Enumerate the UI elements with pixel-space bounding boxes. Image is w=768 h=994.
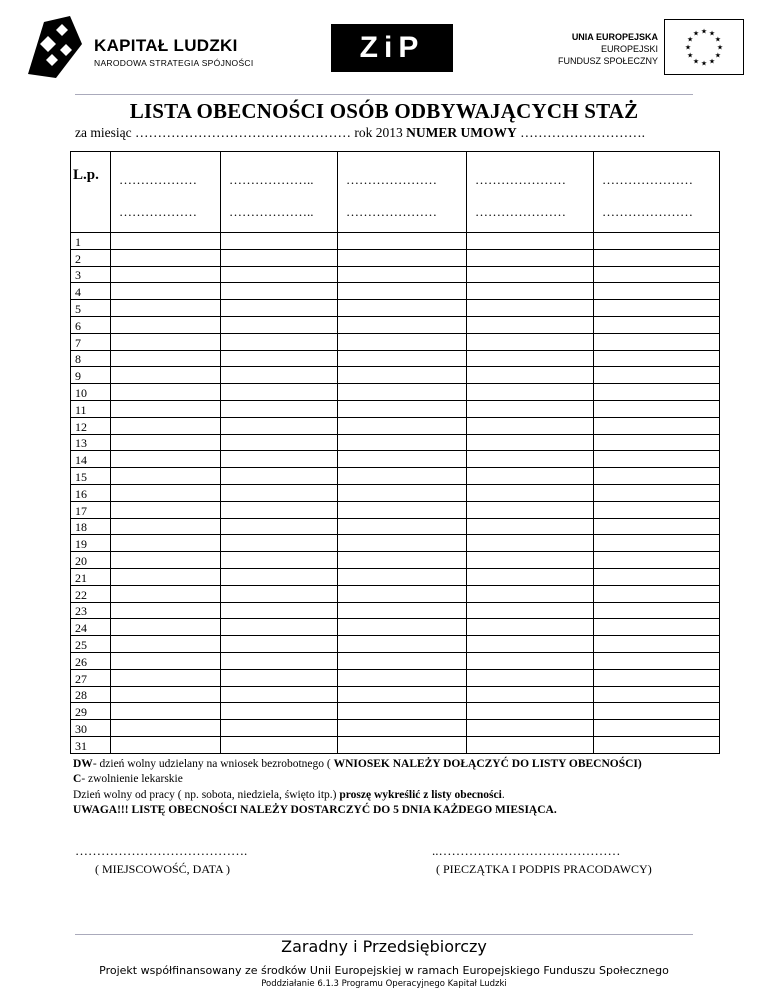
- person-name-dots: ………………..: [229, 204, 314, 219]
- attendance-cell[interactable]: [111, 686, 221, 703]
- table-row: [71, 703, 720, 720]
- attendance-cell[interactable]: [467, 686, 594, 703]
- attendance-cell[interactable]: [467, 703, 594, 720]
- attendance-cell[interactable]: [594, 400, 720, 417]
- attendance-cell[interactable]: [467, 400, 594, 417]
- row-number: 24: [71, 619, 111, 636]
- table-row: [71, 652, 720, 669]
- table-row: [71, 384, 720, 401]
- attendance-cell[interactable]: [467, 518, 594, 535]
- attendance-cell[interactable]: [221, 568, 338, 585]
- attendance-cell[interactable]: [221, 249, 338, 266]
- attendance-cell[interactable]: [467, 535, 594, 552]
- table-row: [71, 316, 720, 333]
- person-name-dots: …………………: [602, 204, 693, 219]
- attendance-cell[interactable]: [111, 501, 221, 518]
- attendance-cell[interactable]: [594, 233, 720, 250]
- attendance-cell[interactable]: [111, 703, 221, 720]
- lp-header: L.p.: [73, 167, 99, 183]
- person-name-dots: …………………: [346, 172, 437, 187]
- attendance-cell[interactable]: [338, 233, 467, 250]
- attendance-cell[interactable]: [111, 568, 221, 585]
- legend-c: [73, 772, 642, 787]
- attendance-cell[interactable]: [111, 233, 221, 250]
- row-number: 5: [71, 300, 111, 317]
- attendance-cell[interactable]: [467, 300, 594, 317]
- person-name-cell[interactable]: [338, 152, 467, 233]
- row-number: 27: [71, 669, 111, 686]
- attendance-cell[interactable]: [467, 451, 594, 468]
- attendance-cell[interactable]: [338, 535, 467, 552]
- attendance-cell[interactable]: [221, 535, 338, 552]
- attendance-cell[interactable]: [467, 384, 594, 401]
- kapital-ludzki-title: KAPITAŁ LUDZKI: [94, 36, 238, 55]
- row-number: 25: [71, 636, 111, 653]
- attendance-cell[interactable]: [594, 350, 720, 367]
- person-name-blank: [221, 152, 337, 228]
- attendance-cell[interactable]: [467, 266, 594, 283]
- attendance-cell[interactable]: [594, 720, 720, 737]
- attendance-cell[interactable]: [111, 316, 221, 333]
- table-row: [71, 417, 720, 434]
- attendance-cell[interactable]: [338, 652, 467, 669]
- row-number: 28: [71, 686, 111, 703]
- legend-dw-bold: WNIOSEK NALEŻY DOŁĄCZYĆ DO LISTY OBECNOŚCI): [333, 758, 642, 770]
- attendance-cell[interactable]: [594, 669, 720, 686]
- row-number: 20: [71, 552, 111, 569]
- table-row: [71, 585, 720, 602]
- footer-cofinancing: Projekt współfinansowany ze środków Unii Europejskiej w ramach Europejskiego Funduszu Społecznego: [99, 964, 669, 977]
- attendance-cell[interactable]: [111, 669, 221, 686]
- person-name-dots: ………………..: [229, 172, 314, 187]
- attendance-cell[interactable]: [221, 652, 338, 669]
- attendance-cell[interactable]: [111, 249, 221, 266]
- attendance-cell[interactable]: [221, 736, 338, 753]
- attendance-cell[interactable]: [338, 333, 467, 350]
- legend-dw: [73, 757, 642, 772]
- attendance-cell[interactable]: [338, 350, 467, 367]
- attendance-cell[interactable]: [338, 451, 467, 468]
- person-name-dots: …………………: [475, 172, 566, 187]
- attendance-cell[interactable]: [338, 417, 467, 434]
- person-name-dots: ………………: [119, 172, 197, 187]
- attendance-cell[interactable]: [338, 720, 467, 737]
- attendance-cell[interactable]: [221, 552, 338, 569]
- person-name-cell[interactable]: [221, 152, 338, 233]
- person-name-blank: [594, 152, 719, 228]
- attendance-cell[interactable]: [111, 434, 221, 451]
- month-label: za miesiąc: [75, 125, 132, 140]
- attendance-cell[interactable]: [338, 316, 467, 333]
- attendance-cell[interactable]: [467, 652, 594, 669]
- page-title: LISTA OBECNOŚCI OSÓB ODBYWAJĄCYCH STAŻ: [129, 99, 639, 123]
- attendance-cell[interactable]: [221, 266, 338, 283]
- row-number: 3: [71, 266, 111, 283]
- attendance-cell[interactable]: [338, 736, 467, 753]
- place-date-label: ( MIEJSCOWOŚĆ, DATA ): [95, 862, 231, 876]
- footer-subaction: Poddziałanie 6.1.3 Programu Operacyjnego Kapitał Ludzki: [261, 979, 507, 989]
- attendance-cell[interactable]: [338, 619, 467, 636]
- attendance-cell[interactable]: [467, 585, 594, 602]
- attendance-cell[interactable]: [338, 703, 467, 720]
- person-name-blank: [338, 152, 466, 228]
- eu-line2: EUROPEJSKI: [600, 44, 658, 54]
- attendance-cell[interactable]: [111, 585, 221, 602]
- attendance-cell[interactable]: [221, 669, 338, 686]
- legend-off-bold: proszę wykreślić z listy obecności: [339, 788, 502, 801]
- legend-dw-code: DW: [73, 758, 93, 770]
- person-name-dots: ………………: [119, 204, 197, 219]
- attendance-cell[interactable]: [467, 636, 594, 653]
- attendance-cell[interactable]: [594, 333, 720, 350]
- eu-star-icon: ★: [714, 35, 721, 44]
- row-number: 1: [71, 233, 111, 250]
- attendance-cell[interactable]: [594, 434, 720, 451]
- attendance-cell[interactable]: [467, 568, 594, 585]
- table-row: [71, 350, 720, 367]
- attendance-cell[interactable]: [594, 501, 720, 518]
- eu-star-icon: ★: [687, 51, 694, 60]
- attendance-cell[interactable]: [221, 703, 338, 720]
- attendance-cell[interactable]: [221, 501, 338, 518]
- person-name-cell[interactable]: [111, 152, 221, 233]
- kapital-ludzki-subtitle: NARODOWA STRATEGIA SPÓJNOŚCI: [94, 58, 254, 68]
- eu-flag-icon: [664, 19, 744, 75]
- table-row: [71, 451, 720, 468]
- eu-star-icon: ★: [716, 43, 724, 52]
- attendance-cell[interactable]: [594, 484, 720, 501]
- attendance-cell[interactable]: [338, 384, 467, 401]
- attendance-cell[interactable]: [338, 568, 467, 585]
- attendance-cell[interactable]: [111, 484, 221, 501]
- attendance-cell[interactable]: [338, 468, 467, 485]
- footer-divider: [75, 934, 693, 935]
- attendance-cell[interactable]: [594, 249, 720, 266]
- legend-warning-text: UWAGA!!! LISTĘ OBECNOŚCI NALEŻY DOSTARCZYĆ DO 5 DNIA KAŻDEGO MIESIĄCA.: [73, 804, 557, 817]
- table-row: [71, 568, 720, 585]
- row-number: 7: [71, 333, 111, 350]
- attendance-table: [70, 151, 720, 754]
- table-row: [71, 484, 720, 501]
- person-name-dots: …………………: [602, 172, 693, 187]
- row-number: 2: [71, 249, 111, 266]
- table-row: [71, 468, 720, 485]
- row-number: 13: [71, 434, 111, 451]
- place-date-field[interactable]: ………………………………….: [75, 843, 248, 858]
- employer-signature-field[interactable]: ..……………………………………: [432, 843, 621, 858]
- table-row: [71, 283, 720, 300]
- attendance-cell[interactable]: [467, 233, 594, 250]
- legend-warning: [73, 803, 642, 818]
- row-number: 22: [71, 585, 111, 602]
- attendance-cell[interactable]: [221, 518, 338, 535]
- row-number: 18: [71, 518, 111, 535]
- attendance-cell[interactable]: [338, 283, 467, 300]
- table-row: [71, 501, 720, 518]
- attendance-cell[interactable]: [221, 451, 338, 468]
- legend-dw-text: - dzień wolny udzielany na wniosek bezrobotnego (: [92, 758, 334, 770]
- eu-logo: [536, 15, 744, 77]
- row-number: 29: [71, 703, 111, 720]
- table-row: [71, 249, 720, 266]
- attendance-cell[interactable]: [594, 266, 720, 283]
- attendance-cell[interactable]: [594, 384, 720, 401]
- table-row: [71, 300, 720, 317]
- table-row: [71, 720, 720, 737]
- zip-logo: ZiP: [331, 24, 453, 72]
- attendance-cell[interactable]: [221, 350, 338, 367]
- attendance-cell[interactable]: [221, 686, 338, 703]
- attendance-cell[interactable]: [221, 316, 338, 333]
- attendance-cell[interactable]: [594, 417, 720, 434]
- table-row: [71, 518, 720, 535]
- attendance-cell[interactable]: [338, 518, 467, 535]
- attendance-cell[interactable]: [111, 266, 221, 283]
- attendance-cell[interactable]: [111, 736, 221, 753]
- header-divider: [75, 94, 693, 95]
- attendance-cell[interactable]: [221, 636, 338, 653]
- row-number: 16: [71, 484, 111, 501]
- attendance-cell[interactable]: [594, 703, 720, 720]
- attendance-cell[interactable]: [594, 736, 720, 753]
- row-number: 9: [71, 367, 111, 384]
- attendance-cell[interactable]: [221, 468, 338, 485]
- eu-text: [558, 31, 658, 67]
- month-blank: …………………………………………: [134, 125, 351, 140]
- table-header-row: [71, 152, 720, 233]
- attendance-cell[interactable]: [467, 316, 594, 333]
- table-row: [71, 333, 720, 350]
- attendance-cell[interactable]: [338, 266, 467, 283]
- person-name-cell[interactable]: [467, 152, 594, 233]
- attendance-cell[interactable]: [111, 451, 221, 468]
- attendance-cell[interactable]: [467, 501, 594, 518]
- legend-off: [73, 788, 642, 803]
- attendance-cell[interactable]: [338, 602, 467, 619]
- table-row: [71, 619, 720, 636]
- attendance-cell[interactable]: [338, 367, 467, 384]
- attendance-cell[interactable]: [221, 367, 338, 384]
- attendance-cell[interactable]: [594, 451, 720, 468]
- row-number: 14: [71, 451, 111, 468]
- eu-star-icon: ★: [692, 29, 700, 38]
- row-number: 11: [71, 400, 111, 417]
- person-name-blank: [467, 152, 593, 228]
- contract-blank: ……………………….: [520, 125, 645, 140]
- attendance-cell[interactable]: [221, 602, 338, 619]
- attendance-cell[interactable]: [594, 602, 720, 619]
- eu-star-icon: ★: [708, 29, 716, 38]
- attendance-cell[interactable]: [467, 333, 594, 350]
- attendance-cell[interactable]: [111, 652, 221, 669]
- attendance-cell[interactable]: [467, 468, 594, 485]
- table-row: [71, 367, 720, 384]
- eu-star-icon: ★: [700, 27, 708, 36]
- attendance-cell[interactable]: [594, 283, 720, 300]
- attendance-cell[interactable]: [111, 384, 221, 401]
- attendance-cell[interactable]: [338, 552, 467, 569]
- attendance-cell[interactable]: [338, 434, 467, 451]
- attendance-cell[interactable]: [338, 669, 467, 686]
- attendance-cell[interactable]: [111, 535, 221, 552]
- attendance-cell[interactable]: [338, 400, 467, 417]
- attendance-cell[interactable]: [221, 233, 338, 250]
- attendance-cell[interactable]: [467, 283, 594, 300]
- attendance-cell[interactable]: [594, 300, 720, 317]
- attendance-cell[interactable]: [221, 300, 338, 317]
- attendance-cell[interactable]: [221, 585, 338, 602]
- row-number: 30: [71, 720, 111, 737]
- table-row: [71, 266, 720, 283]
- eu-star-icon: ★: [714, 51, 721, 60]
- legend-off-end: .: [501, 788, 505, 801]
- table-row: [71, 736, 720, 753]
- attendance-cell[interactable]: [467, 249, 594, 266]
- attendance-cell[interactable]: [221, 619, 338, 636]
- year-label: rok 2013: [354, 125, 403, 140]
- attendance-cell[interactable]: [467, 619, 594, 636]
- person-name-cell[interactable]: [594, 152, 720, 233]
- lp-header-cell: [71, 152, 111, 233]
- contract-label: NUMER UMOWY: [406, 125, 517, 140]
- attendance-cell[interactable]: [111, 400, 221, 417]
- eu-line3: FUNDUSZ SPOŁECZNY: [557, 56, 658, 66]
- attendance-cell[interactable]: [338, 484, 467, 501]
- eu-star-icon: ★: [692, 57, 700, 66]
- attendance-cell[interactable]: [111, 350, 221, 367]
- attendance-cell[interactable]: [594, 316, 720, 333]
- attendance-cell[interactable]: [467, 552, 594, 569]
- attendance-cell[interactable]: [111, 619, 221, 636]
- eu-star-icon: ★: [708, 57, 716, 66]
- attendance-cell[interactable]: [467, 484, 594, 501]
- footer-title: Zaradny i Przedsiębiorczy: [281, 937, 487, 956]
- employer-signature-label: ( PIECZĄTKA I PODPIS PRACODAWCY): [436, 862, 652, 876]
- attendance-cell[interactable]: [467, 367, 594, 384]
- table-row: [71, 535, 720, 552]
- table-row: [71, 686, 720, 703]
- table-row: [71, 434, 720, 451]
- attendance-cell[interactable]: [221, 417, 338, 434]
- period-line: [75, 125, 645, 141]
- row-number: 6: [71, 316, 111, 333]
- row-number: 31: [71, 736, 111, 753]
- attendance-cell[interactable]: [594, 568, 720, 585]
- attendance-cell[interactable]: [221, 720, 338, 737]
- attendance-cell[interactable]: [221, 384, 338, 401]
- attendance-cell[interactable]: [221, 434, 338, 451]
- attendance-cell[interactable]: [594, 619, 720, 636]
- row-number: 23: [71, 602, 111, 619]
- attendance-cell[interactable]: [111, 367, 221, 384]
- attendance-cell[interactable]: [467, 434, 594, 451]
- attendance-cell[interactable]: [467, 669, 594, 686]
- person-name-blank: [111, 152, 220, 228]
- attendance-cell[interactable]: [594, 552, 720, 569]
- attendance-cell[interactable]: [594, 636, 720, 653]
- attendance-cell[interactable]: [467, 602, 594, 619]
- attendance-cell[interactable]: [338, 300, 467, 317]
- legend-c-code: C: [73, 773, 82, 786]
- row-number: 10: [71, 384, 111, 401]
- row-number: 26: [71, 652, 111, 669]
- table-row: [71, 636, 720, 653]
- table-row: [71, 552, 720, 569]
- attendance-cell[interactable]: [467, 720, 594, 737]
- row-number: 21: [71, 568, 111, 585]
- attendance-cell[interactable]: [111, 333, 221, 350]
- attendance-cell[interactable]: [111, 720, 221, 737]
- attendance-cell[interactable]: [594, 468, 720, 485]
- attendance-cell[interactable]: [111, 468, 221, 485]
- table-row: [71, 602, 720, 619]
- row-number: 12: [71, 417, 111, 434]
- attendance-cell[interactable]: [221, 283, 338, 300]
- eu-line1: UNIA EUROPEJSKA: [571, 32, 658, 42]
- attendance-cell[interactable]: [221, 400, 338, 417]
- attendance-cell[interactable]: [221, 484, 338, 501]
- attendance-cell[interactable]: [338, 686, 467, 703]
- table-row: [71, 233, 720, 250]
- table-row: [71, 669, 720, 686]
- legend-c-text: - zwolnienie lekarskie: [81, 773, 183, 786]
- table-row: [71, 400, 720, 417]
- attendance-cell[interactable]: [111, 283, 221, 300]
- attendance-cell[interactable]: [111, 552, 221, 569]
- attendance-cell[interactable]: [111, 518, 221, 535]
- person-name-dots: …………………: [475, 204, 566, 219]
- attendance-cell[interactable]: [221, 333, 338, 350]
- attendance-cell[interactable]: [467, 417, 594, 434]
- eu-star-icon: ★: [700, 59, 708, 68]
- attendance-cell[interactable]: [467, 736, 594, 753]
- attendance-cell[interactable]: [594, 585, 720, 602]
- legend: [73, 757, 642, 819]
- attendance-cell[interactable]: [338, 585, 467, 602]
- row-number: 4: [71, 283, 111, 300]
- eu-star-icon: ★: [684, 43, 692, 52]
- attendance-cell[interactable]: [111, 636, 221, 653]
- row-number: 19: [71, 535, 111, 552]
- attendance-cell[interactable]: [467, 350, 594, 367]
- row-number: 15: [71, 468, 111, 485]
- attendance-cell[interactable]: [338, 501, 467, 518]
- attendance-cell[interactable]: [594, 686, 720, 703]
- attendance-cell[interactable]: [594, 518, 720, 535]
- eu-star-icon: ★: [687, 35, 694, 44]
- attendance-cell[interactable]: [594, 535, 720, 552]
- person-name-dots: …………………: [346, 204, 437, 219]
- legend-off-text: Dzień wolny od pracy ( np. sobota, niedziela, święto itp.): [73, 788, 340, 801]
- attendance-cell[interactable]: [338, 636, 467, 653]
- attendance-cell[interactable]: [338, 249, 467, 266]
- attendance-cell[interactable]: [111, 602, 221, 619]
- kapital-ludzki-logo: [26, 14, 266, 84]
- attendance-cell[interactable]: [111, 417, 221, 434]
- kapital-ludzki-emblem-icon: [26, 14, 84, 80]
- row-number: 17: [71, 501, 111, 518]
- attendance-cell[interactable]: [594, 652, 720, 669]
- attendance-cell[interactable]: [111, 300, 221, 317]
- attendance-cell[interactable]: [594, 367, 720, 384]
- row-number: 8: [71, 350, 111, 367]
